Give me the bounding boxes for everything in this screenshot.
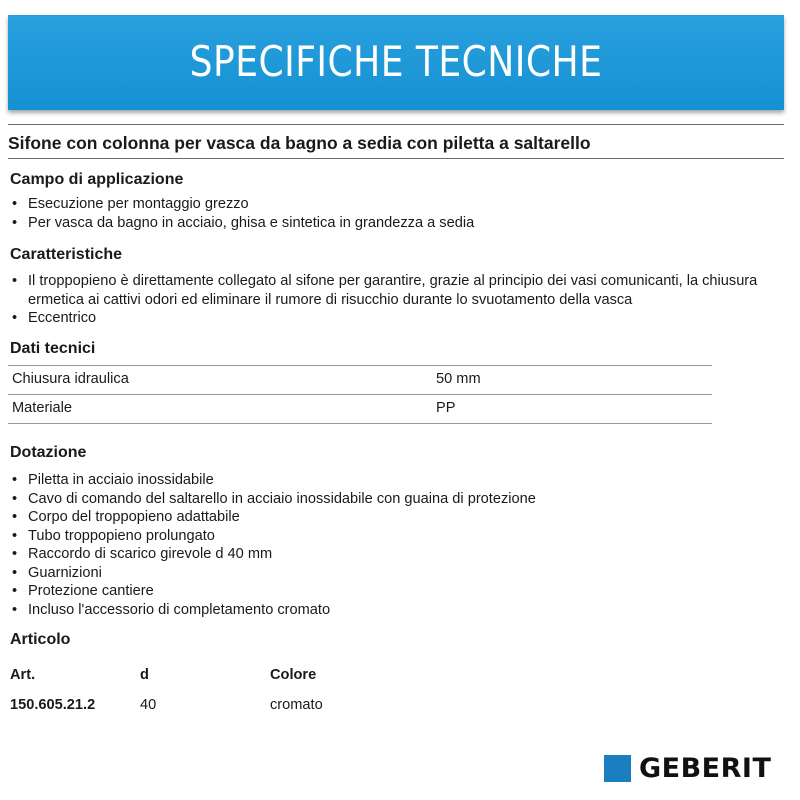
- list-item: • Guarnizioni: [10, 564, 795, 583]
- article-diameter: 40: [140, 697, 157, 713]
- list-item: • Incluso l'accessorio di completamento cromato: [10, 601, 795, 620]
- column-header-colore: Colore: [270, 667, 317, 683]
- dotazione-list: [10, 471, 795, 619]
- geberit-logo: [604, 752, 771, 784]
- spec-value: 50 mm: [436, 371, 481, 387]
- divider-bottom: [8, 158, 784, 159]
- table-row: [8, 365, 712, 395]
- article-color: cromato: [270, 697, 323, 713]
- section-heading-campo: Campo di applicazione: [10, 171, 184, 188]
- column-header-d: d: [140, 667, 149, 683]
- list-item: • Il troppopieno è direttamente collegato al sifone per garantire, grazie al principio dei vasi comunicanti, la chiusura ermetica ai cattivi odori ed eliminare il rumore di risucchio durante lo svuotamento della vasca: [10, 272, 795, 309]
- list-item: • Esecuzione per montaggio grezzo: [10, 195, 795, 214]
- spec-label: Chiusura idraulica: [12, 371, 129, 387]
- list-item: • Per vasca da bagno in acciaio, ghisa e sintetica in grandezza a sedia: [10, 214, 795, 233]
- spec-label: Materiale: [12, 400, 73, 416]
- logo-square-icon: [604, 755, 631, 782]
- campo-list: [10, 195, 795, 232]
- list-item: • Cavo di comando del saltarello in acciaio inossidabile con guaina di protezione: [10, 490, 795, 509]
- header-banner: [8, 15, 784, 110]
- spec-value: PP: [436, 400, 456, 416]
- list-item: • Piletta in acciaio inossidabile: [10, 471, 795, 490]
- product-title: Sifone con colonna per vasca da bagno a sedia con piletta a saltarello: [8, 133, 591, 153]
- section-heading-dotazione: Dotazione: [10, 444, 87, 461]
- section-heading-dati: Dati tecnici: [10, 340, 96, 357]
- list-item: • Protezione cantiere: [10, 582, 795, 601]
- list-item: • Raccordo di scarico girevole d 40 mm: [10, 545, 795, 564]
- spec-table: [8, 365, 712, 424]
- list-item: • Corpo del troppopieno adattabile: [10, 508, 795, 527]
- list-item: • Eccentrico: [10, 309, 795, 328]
- caratteristiche-list: [10, 272, 795, 328]
- divider-top: [8, 124, 784, 125]
- section-heading-caratteristiche: Caratteristiche: [10, 246, 123, 263]
- list-item: • Tubo troppopieno prolungato: [10, 527, 795, 546]
- article-number: 150.605.21.2: [10, 697, 96, 713]
- page-title: SPECIFICHE TECNICHE: [189, 37, 603, 86]
- column-header-art: Art.: [10, 667, 36, 683]
- logo-text: GEBERIT: [639, 752, 772, 784]
- table-row: [8, 395, 712, 424]
- section-heading-articolo: Articolo: [10, 631, 71, 648]
